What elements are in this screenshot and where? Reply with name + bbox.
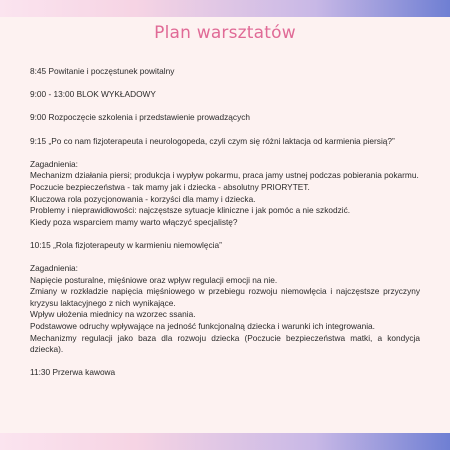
topic-item: Wpływ ułożenia miednicy na wzorzec ssania. <box>30 309 196 320</box>
schedule-lecture-block: 9:00 - 13:00 BLOK WYKŁADOWY <box>30 89 156 100</box>
topic-item: Kiedy poza wsparciem mamy warto włączyć specjalistę? <box>30 216 238 227</box>
topic-item: Problemy i nieprawidłowości: najczęstsze sytuacje kliniczne i jak pomóc a nie szkodzić. <box>30 205 351 216</box>
schedule-coffee-break: 11:30 Przerwa kawowa <box>30 367 116 378</box>
schedule-talk-1: 9:15 „Po co nam fizjoterapeuta i neurologopeda, czyli czym się różni laktacja od karmienia piersią?” <box>30 135 395 146</box>
page-title: Plan warsztatów <box>154 23 296 43</box>
topics-label-2: Zagadnienia: <box>30 263 78 274</box>
topics-label-1: Zagadnienia: <box>30 158 78 169</box>
schedule-talk-2: 10:15 „Rola fizjoterapeuty w karmieniu niemowlęcia” <box>30 239 222 250</box>
topic-item: Mechanizmy regulacji jako baza dla rozwoju dziecka (Poczucie bezpieczeństwa matki, a kondycja dziecka). <box>30 332 420 355</box>
topic-item: Podstawowe odruchy wpływające na jedność funkcjonalną dziecka i warunki ich integrowania. <box>30 321 375 332</box>
topic-item: Mechanizm działania piersi; produkcja i wypływ pokarmu, praca jamy ustnej podczas pobierania pokarmu. <box>30 170 419 181</box>
schedule-welcome: 8:45 Powitanie i poczęstunek powitalny <box>30 66 175 76</box>
topic-item: Napięcie posturalne, mięśniowe oraz wpływ regulacji emocji na nie. <box>30 274 278 285</box>
schedule-start: 9:00 Rozpoczęcie szkolenia i przedstawienie prowadzących <box>30 112 250 123</box>
top-gradient-band <box>0 0 450 17</box>
topic-item: Poczucie bezpieczeństwa - tak mamy jak i dziecka - absolutny PRIORYTET. <box>30 181 310 192</box>
bottom-gradient-band <box>0 433 450 450</box>
topic-item: Zmiany w rozkładzie napięcia mięśniowego w przebiegu rozwoju niemowlęcia i najczęstsze przyczyny kryzysu laktacyjnego z nich wynikające. <box>30 286 420 308</box>
topic-item: Kluczowa rola pozycjonowania - korzyści dla mamy i dziecka. <box>30 193 256 204</box>
schedule-body <box>30 66 420 379</box>
